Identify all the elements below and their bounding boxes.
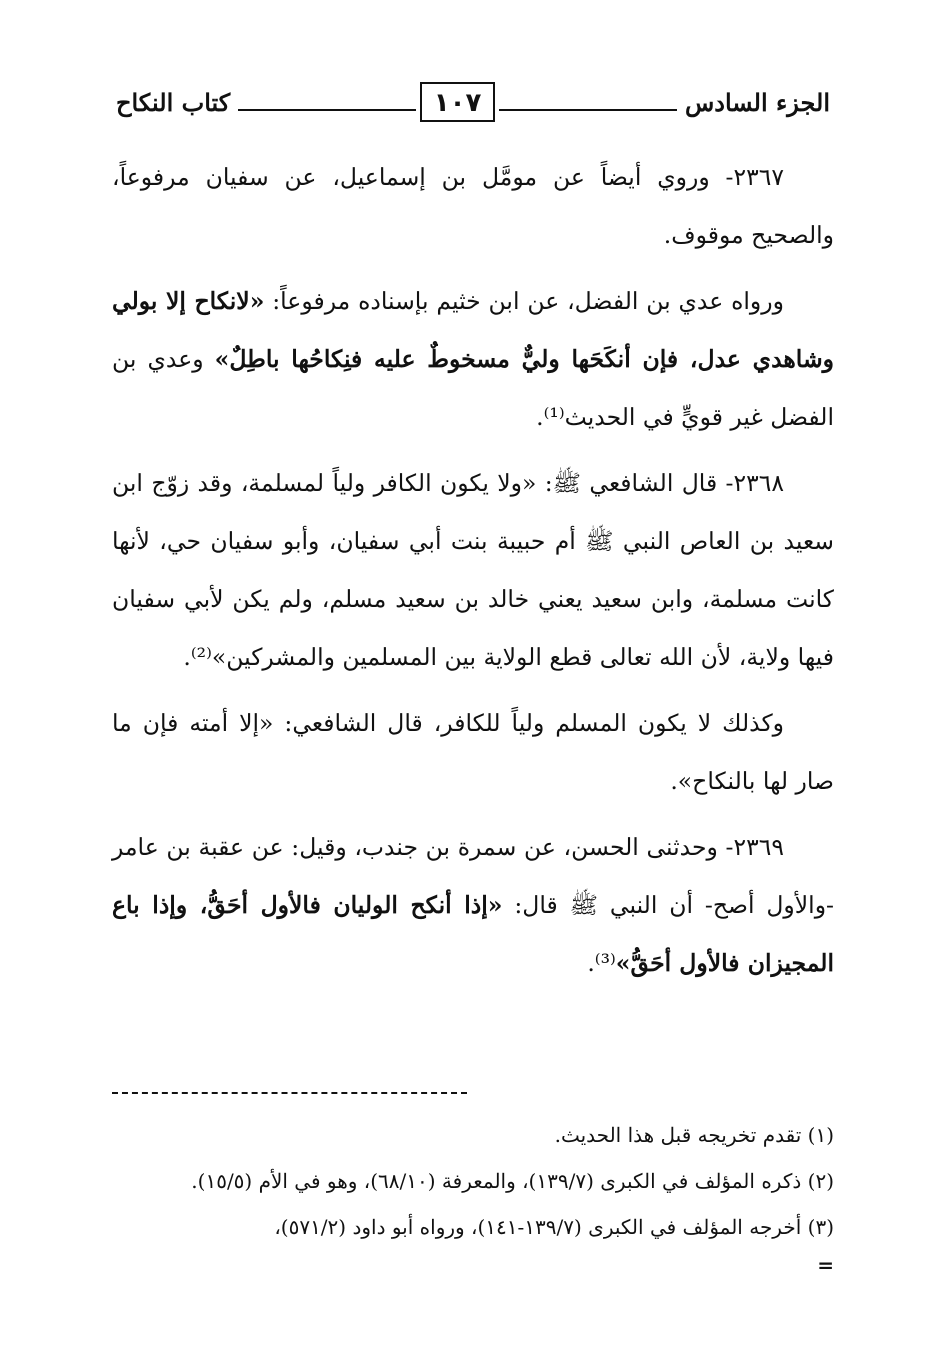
hadith-quote: «لانكاح إلا بولي وشاهدي عدل، فإن أنكَحَها وليٌّ مسخوطٌ عليه فنِكاحُها باطِلٌ» <box>112 287 835 373</box>
footnote-separator <box>112 1092 467 1094</box>
paragraph-text: ورواه عدي بن الفضل، عن ابن خثيم بإسناده مرفوعاً: <box>264 287 784 315</box>
chapter-title: كتاب النكاح <box>116 87 231 117</box>
paragraph-text: ⁽³⁾. <box>587 949 616 977</box>
header-rule-left <box>238 109 416 111</box>
running-header <box>112 78 834 126</box>
paragraph-text: وعدي بن الفضل غير قويٍّ في الحديث⁽¹⁾. <box>112 345 834 431</box>
paragraph-2369 <box>112 818 834 992</box>
header-rule-right <box>499 109 677 111</box>
footnote-text: أخرجه المؤلف في الكبرى (١٣٩/٧-١٤١)، ورواه أبو داود (٥٧١/٢)، <box>274 1215 802 1239</box>
footnote-1 <box>112 1112 834 1158</box>
footnotes <box>112 1080 834 1280</box>
footnote-number: (٢) <box>807 1169 834 1193</box>
footnote-3 <box>112 1204 834 1250</box>
paragraph-2367: ٢٣٦٧- وروي أيضاً عن مومَّل بن إسماعيل، عن سفيان مرفوعاً، والصحيح موقوف. <box>112 163 834 249</box>
main-text <box>112 148 834 1000</box>
paragraph-adi-narration <box>112 272 834 446</box>
footnote-text: ذكره المؤلف في الكبرى (١٣٩/٧)، والمعرفة (٦٨/١٠)، وهو في الأم (١٥/٥). <box>191 1169 802 1193</box>
footnote-number: (١) <box>807 1123 834 1147</box>
hadith-quote: «إذا أنكح الوليان فالأول أحَقُّ، وإذا باع المجيزان فالأول أحَقُّ» <box>112 891 834 977</box>
page-number: ١٠٧ <box>420 82 496 122</box>
footnote-text: تقدم تخريجه قبل هذا الحديث. <box>554 1123 802 1147</box>
paragraph-2368: ٢٣٦٨- قال الشافعي ﷺ: «ولا يكون الكافر ولياً لمسلمة، وقد زوّج ابن سعيد بن العاص النبي ﷺ أم حبيبة بنت أبي سفيان، وأبو سفيان حي، لأنها كانت مسلمة، وابن سعيد يعني خالد بن سعيد مسلم، ولم يكن لأبي سفيان فيها ولاية، لأن الله تعالى قطع الولاية بين المسلمين والمشركين»⁽²⁾. <box>112 469 834 671</box>
footnote-2 <box>112 1158 834 1204</box>
paragraph-text: ٢٣٦٩- وحدثنى الحسن، عن سمرة بن جندب، وقيل: عن عقبة بن عامر -والأول أصح- أن النبي ﷺ قال: <box>112 833 834 919</box>
footnote-number: (٣) <box>807 1215 834 1239</box>
continuation-mark: = <box>817 1253 834 1277</box>
paragraph-muslim-guardian: وكذلك لا يكون المسلم ولياً للكافر، قال الشافعي: «إلا أمته فإن ما صار لها بالنكاح». <box>112 709 834 795</box>
volume-title: الجزء السادس <box>684 87 830 117</box>
